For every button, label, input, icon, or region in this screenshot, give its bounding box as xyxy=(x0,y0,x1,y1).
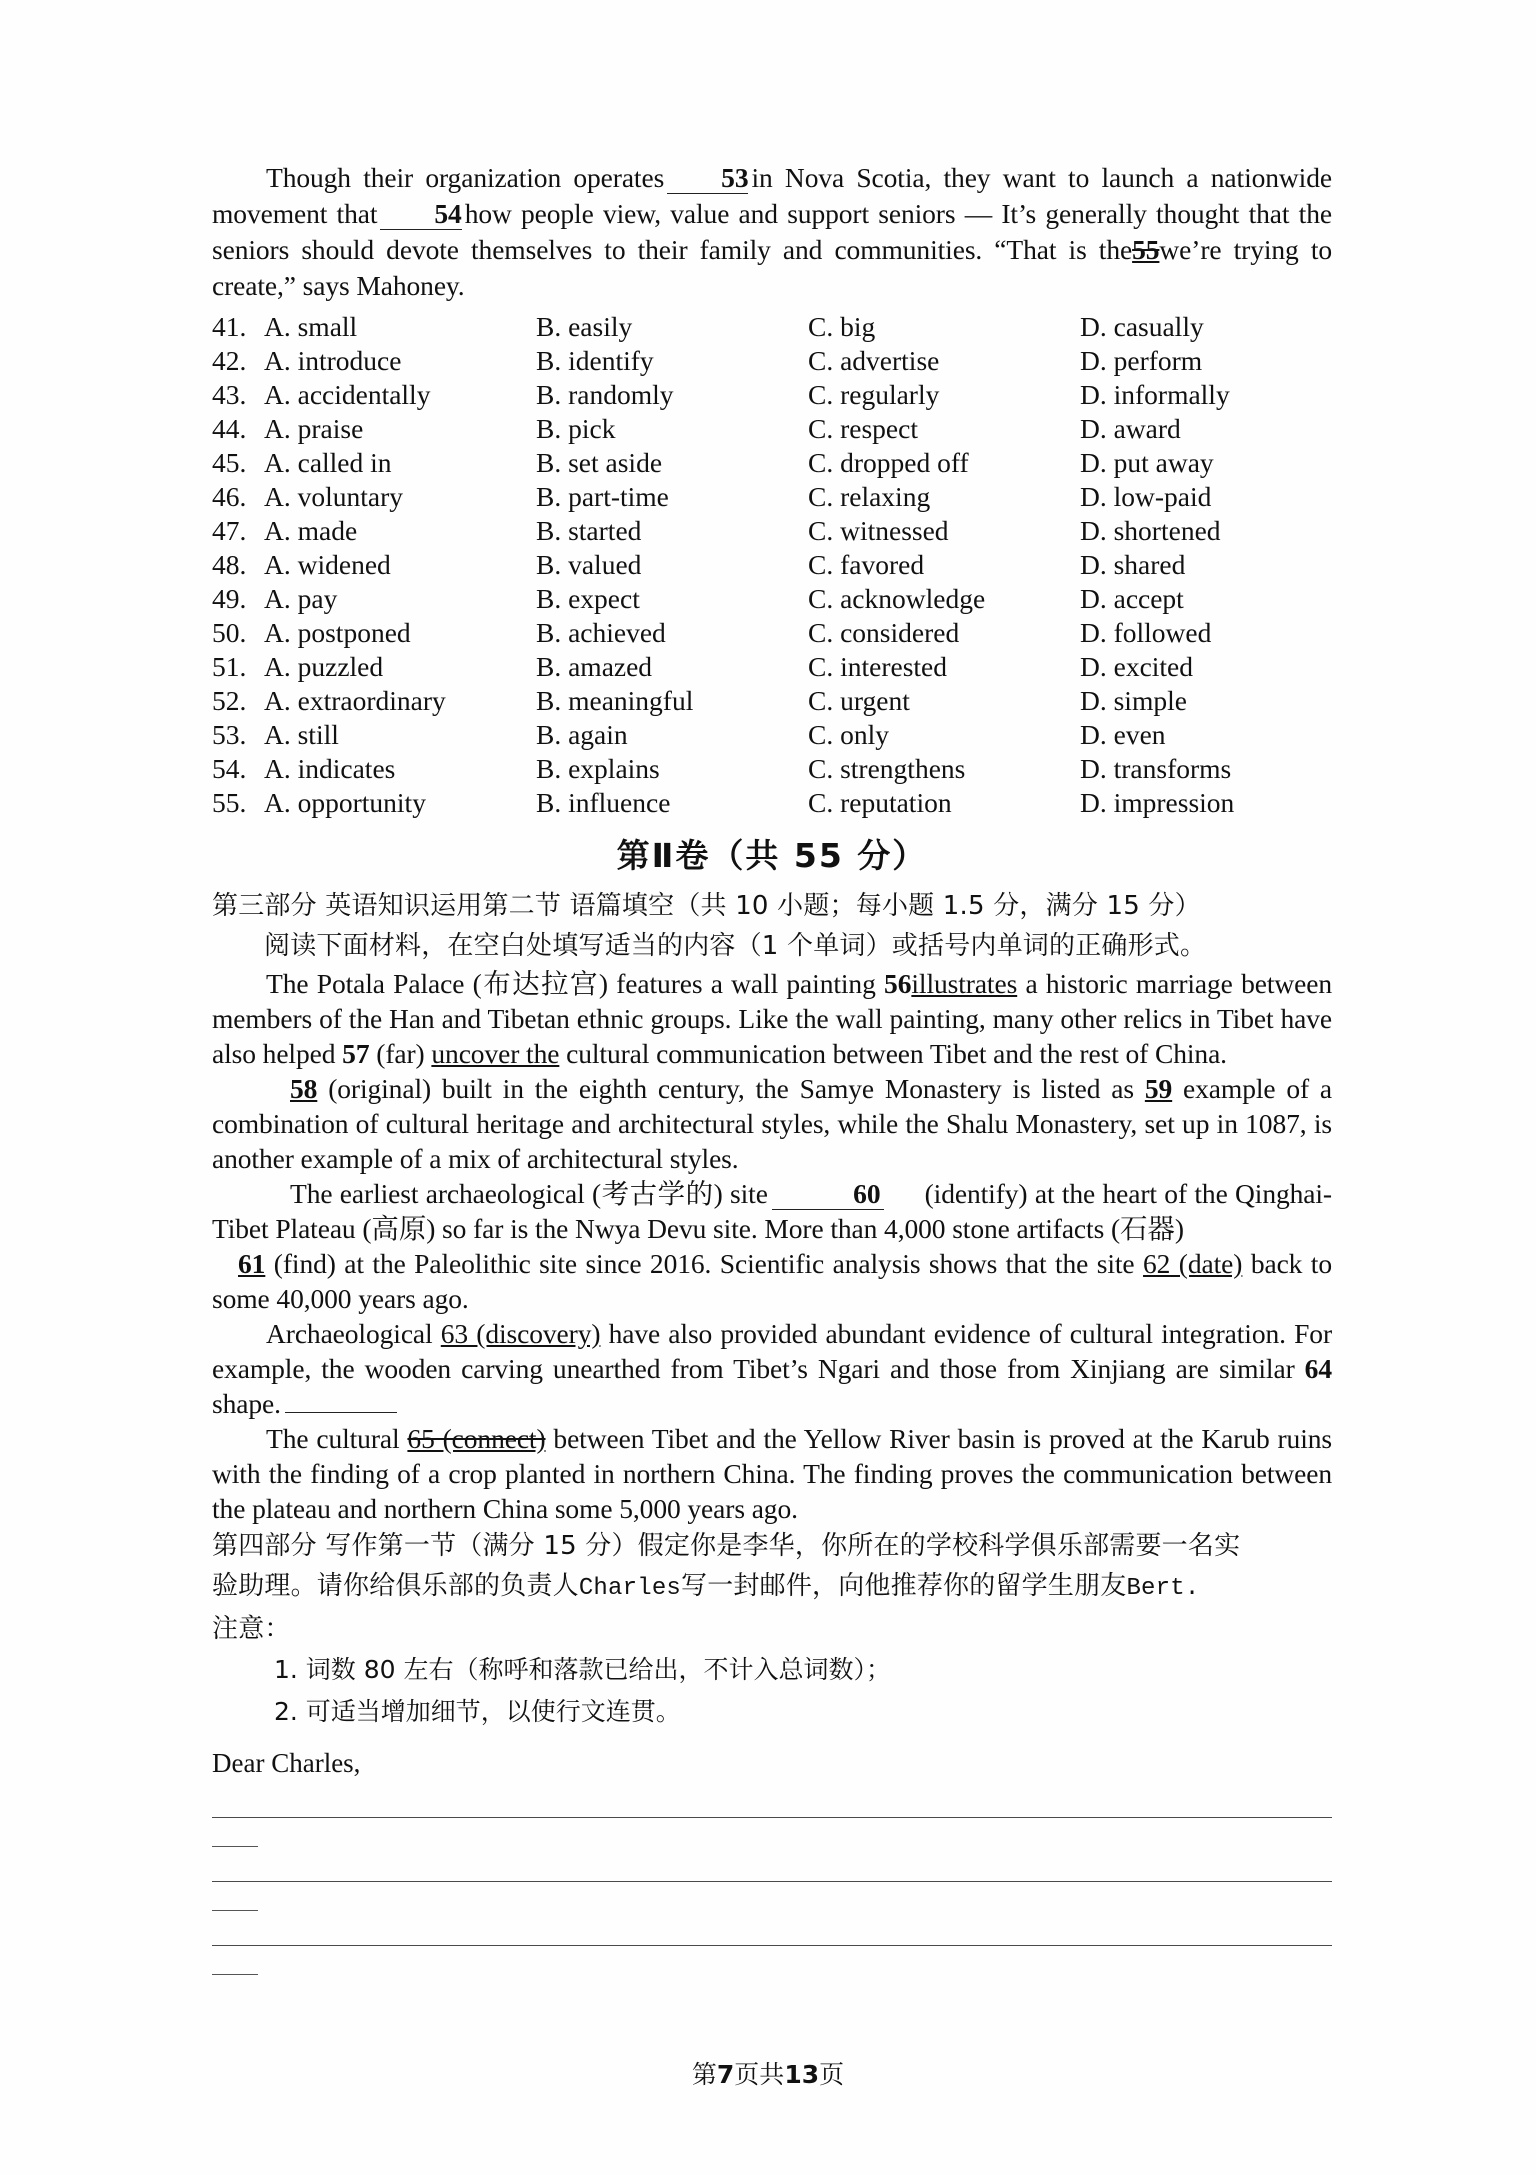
mc-number: 46. xyxy=(212,481,247,512)
mc-number: 48. xyxy=(212,549,247,580)
mc-option-a[interactable]: A. widened xyxy=(264,549,391,580)
mc-option-c[interactable]: C. only xyxy=(808,719,889,750)
blank-61: 61 xyxy=(238,1248,266,1279)
page-footer xyxy=(0,2055,1536,2091)
mc-row-49 xyxy=(212,582,1332,616)
mc-option-d[interactable]: D. accept xyxy=(1080,583,1184,614)
mc-number: 52. xyxy=(212,685,247,716)
mc-option-b[interactable]: B. valued xyxy=(536,549,642,580)
multiple-choice-list xyxy=(212,310,1332,820)
s3-p5-text-b: have also provided abundant evidence of cultural integration. For example, the wooden carving unearthed from Tibet’s Ngari and those from Xinjiang are similar xyxy=(212,1318,1333,1384)
mc-option-b[interactable]: B. explains xyxy=(536,753,660,784)
mc-row-43 xyxy=(212,378,1332,412)
section3-paragraph-3 xyxy=(212,1176,1332,1246)
mc-option-a[interactable]: A. indicates xyxy=(264,753,396,784)
blank-57: 57 xyxy=(342,1038,370,1069)
mc-option-d[interactable]: D. even xyxy=(1080,719,1166,750)
mc-option-b[interactable]: B. easily xyxy=(536,311,633,342)
answer-rule-line[interactable] xyxy=(212,1817,1332,1818)
blank-63: 63 (discovery) xyxy=(440,1318,601,1349)
mc-option-c[interactable]: C. interested xyxy=(808,651,947,682)
mc-option-b[interactable]: B. started xyxy=(536,515,642,546)
section3-instruction: 阅读下面材料，在空白处填写适当的内容（1 个单词）或括号内单词的正确形式。 xyxy=(264,931,1207,961)
mc-row-53 xyxy=(212,718,1332,752)
mc-option-d[interactable]: D. shortened xyxy=(1080,515,1221,546)
section4-notice-1: 1. 词数 80 左右（称呼和落款已给出，不计入总词数）； xyxy=(274,1655,892,1684)
answer-rule-stub[interactable] xyxy=(212,1974,258,1975)
mc-row-41 xyxy=(212,310,1332,344)
cloze-passage-paragraph xyxy=(212,160,1332,304)
s3-p4-text-a: (find) at the Paleolithic site since 2016. Scientific analysis shows that the site xyxy=(273,1248,1135,1279)
mc-option-b[interactable]: B. again xyxy=(536,719,628,750)
mc-option-c[interactable]: C. big xyxy=(808,311,876,342)
passage-text-4: we’re trying to create,” says Mahoney. xyxy=(212,234,1333,301)
mc-option-c[interactable]: C. reputation xyxy=(808,787,952,818)
mc-number: 54. xyxy=(212,753,247,784)
mc-option-d[interactable]: D. informally xyxy=(1080,379,1230,410)
blank-59: 59 xyxy=(1144,1073,1173,1104)
mc-option-a[interactable]: A. puzzled xyxy=(264,651,384,682)
s3-p1-text-a: The Potala Palace (布达拉宫) features a wall painting xyxy=(266,968,876,999)
s3-p1-text-f: cultural communication between Tibet and the rest of China. xyxy=(566,1038,1227,1069)
section3-paragraph-1 xyxy=(212,966,1332,1071)
s3-p3-text-b: (identify) at the heart of the Qinghai-Tibet Plateau (高原) so far is the Nwya Devu site. More than 4,000 stone artifacts (石器) xyxy=(212,1178,1332,1244)
mc-option-c[interactable]: C. urgent xyxy=(808,685,910,716)
mc-option-d[interactable]: D. low-paid xyxy=(1080,481,1212,512)
mc-number: 53. xyxy=(212,719,247,750)
s3-p6-text-a: The cultural xyxy=(266,1423,400,1454)
mc-option-c[interactable]: C. strengthens xyxy=(808,753,966,784)
mc-option-b[interactable]: B. achieved xyxy=(536,617,666,648)
mc-option-a[interactable]: A. opportunity xyxy=(264,787,426,818)
blank-56: 56 xyxy=(884,968,912,999)
mc-option-d[interactable]: D. perform xyxy=(1080,345,1203,376)
section4-line-2 xyxy=(212,1566,1332,1609)
s4-bert-name: Bert. xyxy=(1126,1575,1200,1602)
mc-row-51 xyxy=(212,650,1332,684)
mc-row-45 xyxy=(212,446,1332,480)
mc-option-a[interactable]: A. called in xyxy=(264,447,392,478)
s3-p1-strike-illustrates: illustrates xyxy=(911,968,1018,999)
mc-row-42 xyxy=(212,344,1332,378)
footer-prefix: 第 xyxy=(691,2060,717,2089)
blank-60: 60 xyxy=(772,1180,884,1210)
passage-text-3: how people view, value and support seniors — It’s generally thought that the seniors should devote themselves to their family and communities. “That is the xyxy=(212,198,1332,265)
blank-65: 65 (connect) xyxy=(407,1423,546,1454)
answer-rule-stub[interactable] xyxy=(212,1846,258,1847)
mc-option-d[interactable]: D. transforms xyxy=(1080,753,1232,784)
mc-number: 43. xyxy=(212,379,247,410)
blank-58: 58 xyxy=(290,1073,318,1104)
mc-option-a[interactable]: A. made xyxy=(264,515,358,546)
blank-55: 55 xyxy=(1132,234,1160,265)
s3-p5-text-a: Archaeological xyxy=(266,1318,433,1349)
answer-rule-line[interactable] xyxy=(212,1945,1332,1946)
mc-row-44 xyxy=(212,412,1332,446)
section4-notice-label: 注意： xyxy=(212,1614,291,1644)
s3-p4-text-b: back to some 40,000 years ago. xyxy=(212,1248,1332,1314)
answer-rule-line[interactable] xyxy=(212,1881,1332,1882)
mc-option-d[interactable]: D. award xyxy=(1080,413,1181,444)
s3-p1-text-c: a historic marriage between members of the Han and Tibetan ethnic groups. Like the wall painting, many other relics in Tibet have also helped xyxy=(212,968,1332,1069)
mc-option-a[interactable]: A. postponed xyxy=(264,617,411,648)
mc-option-d[interactable]: D. put away xyxy=(1080,447,1214,478)
passage-text-1: Though their organization operates xyxy=(266,162,665,193)
mc-option-b[interactable]: B. expect xyxy=(536,583,640,614)
s3-p6-text-b: between Tibet and the Yellow River basin is proved at the Karub ruins with the finding of a crop planted in northern China. The finding proves the communication between the plateau and northern China some 5,000 years ago. xyxy=(212,1423,1333,1524)
blank-64: 64 xyxy=(1304,1353,1332,1384)
mc-row-48 xyxy=(212,548,1332,582)
mc-number: 55. xyxy=(212,787,247,818)
s3-p2-text-a: (original) built in the eighth century, the Samye Monastery is listed as xyxy=(328,1073,1134,1104)
s3-p1-hint-far: (far) xyxy=(376,1038,425,1069)
passage-text-2: in Nova Scotia, they want to launch a nationwide movement that xyxy=(212,162,1332,229)
footer-total-pages: 13 xyxy=(784,2060,820,2089)
mc-option-d[interactable]: D. impression xyxy=(1080,787,1235,818)
mc-number: 50. xyxy=(212,617,247,648)
answer-rule-stub[interactable] xyxy=(212,1910,258,1911)
mc-option-b[interactable]: B. meaningful xyxy=(536,685,694,716)
section4-line-1: 第四部分 写作第一节（满分 15 分）假定你是李华，你所在的学校科学俱乐部需要一名实 xyxy=(212,1531,1241,1561)
mc-option-c[interactable]: C. regularly xyxy=(808,379,940,410)
mc-option-b[interactable]: B. randomly xyxy=(536,379,674,410)
mc-option-d[interactable]: D. followed xyxy=(1080,617,1212,648)
mc-option-c[interactable]: C. respect xyxy=(808,413,918,444)
mc-option-a[interactable]: A. voluntary xyxy=(264,481,404,512)
mc-option-b[interactable]: B. part-time xyxy=(536,481,669,512)
mc-number: 44. xyxy=(212,413,247,444)
mc-option-b[interactable]: B. pick xyxy=(536,413,616,444)
mc-option-a[interactable]: A. small xyxy=(264,311,358,342)
mc-number: 49. xyxy=(212,583,247,614)
mc-option-b[interactable]: B. identify xyxy=(536,345,654,376)
mc-option-c[interactable]: C. dropped off xyxy=(808,447,969,478)
mc-option-a[interactable]: A. extraordinary xyxy=(264,685,446,716)
mc-number: 45. xyxy=(212,447,247,478)
mc-option-d[interactable]: D. simple xyxy=(1080,685,1187,716)
mc-option-c[interactable]: C. acknowledge xyxy=(808,583,986,614)
page-content xyxy=(212,160,1332,1975)
mc-option-b[interactable]: B. amazed xyxy=(536,651,653,682)
mc-option-c[interactable]: C. advertise xyxy=(808,345,940,376)
mc-option-c[interactable]: C. witnessed xyxy=(808,515,949,546)
s4-text-b: 写一封邮件，向他推荐你的留学生朋友 xyxy=(681,1571,1127,1601)
mc-option-d[interactable]: D. shared xyxy=(1080,549,1186,580)
mc-number: 47. xyxy=(212,515,247,546)
section3-paragraph-2 xyxy=(212,1071,1332,1176)
mc-number: 41. xyxy=(212,311,247,342)
mc-option-a[interactable]: A. accidentally xyxy=(264,379,431,410)
mc-option-a[interactable]: A. pay xyxy=(264,583,338,614)
section4-notice-2: 2. 可适当增加细节，以使行文连贯。 xyxy=(274,1697,681,1726)
mc-option-a[interactable]: A. praise xyxy=(264,413,364,444)
letter-salutation: Dear Charles, xyxy=(212,1748,361,1778)
s3-p1-struck-uncover: uncover the xyxy=(431,1038,560,1069)
blank-62: 62 (date) xyxy=(1143,1248,1243,1279)
s4-charles-name: Charles xyxy=(578,1575,682,1602)
s3-p3-text-a: The earliest archaeological (考古学的) site xyxy=(290,1178,768,1209)
mc-option-c[interactable]: C. favored xyxy=(808,549,925,580)
section3-title: 第三部分 英语知识运用第二节 语篇填空（共 10 小题；每小题 1.5 分，满分 15 分） xyxy=(212,891,1201,921)
mc-option-c[interactable]: C. considered xyxy=(808,617,960,648)
mc-option-b[interactable]: B. influence xyxy=(536,787,671,818)
mc-row-55 xyxy=(212,786,1332,820)
footer-page-number: 7 xyxy=(716,2060,735,2089)
s3-p5-text-c: shape. xyxy=(212,1388,281,1419)
footer-middle: 页共 xyxy=(734,2060,785,2089)
mc-option-c[interactable]: C. relaxing xyxy=(808,481,931,512)
mc-option-a[interactable]: A. still xyxy=(264,719,339,750)
blank-64-rule xyxy=(285,1412,397,1413)
mc-option-b[interactable]: B. set aside xyxy=(536,447,663,478)
mc-row-52 xyxy=(212,684,1332,718)
mc-number: 51. xyxy=(212,651,247,682)
mc-row-50 xyxy=(212,616,1332,650)
mc-row-54 xyxy=(212,752,1332,786)
footer-suffix: 页 xyxy=(819,2060,845,2089)
mc-row-47 xyxy=(212,514,1332,548)
section3-paragraph-4 xyxy=(212,1246,1332,1316)
s4-text-a: 验助理。请你给俱乐部的负责人 xyxy=(212,1571,579,1601)
answer-lines[interactable] xyxy=(212,1817,1332,1975)
volume-heading: 第Ⅱ卷（共 55 分） xyxy=(616,836,928,875)
mc-number: 42. xyxy=(212,345,247,376)
mc-option-a[interactable]: A. introduce xyxy=(264,345,402,376)
blank-53: 53 xyxy=(667,164,748,194)
s3-p2-text-b: example of a combination of cultural heritage and architectural styles, while the Shalu Monastery, set up in 1087, is another example of a mix of architectural styles. xyxy=(212,1073,1333,1174)
mc-option-d[interactable]: D. excited xyxy=(1080,651,1194,682)
mc-row-46 xyxy=(212,480,1332,514)
mc-option-d[interactable]: D. casually xyxy=(1080,311,1204,342)
section3-paragraph-6 xyxy=(212,1421,1332,1526)
blank-54: 54 xyxy=(380,200,461,230)
section3-paragraph-5 xyxy=(212,1316,1332,1421)
